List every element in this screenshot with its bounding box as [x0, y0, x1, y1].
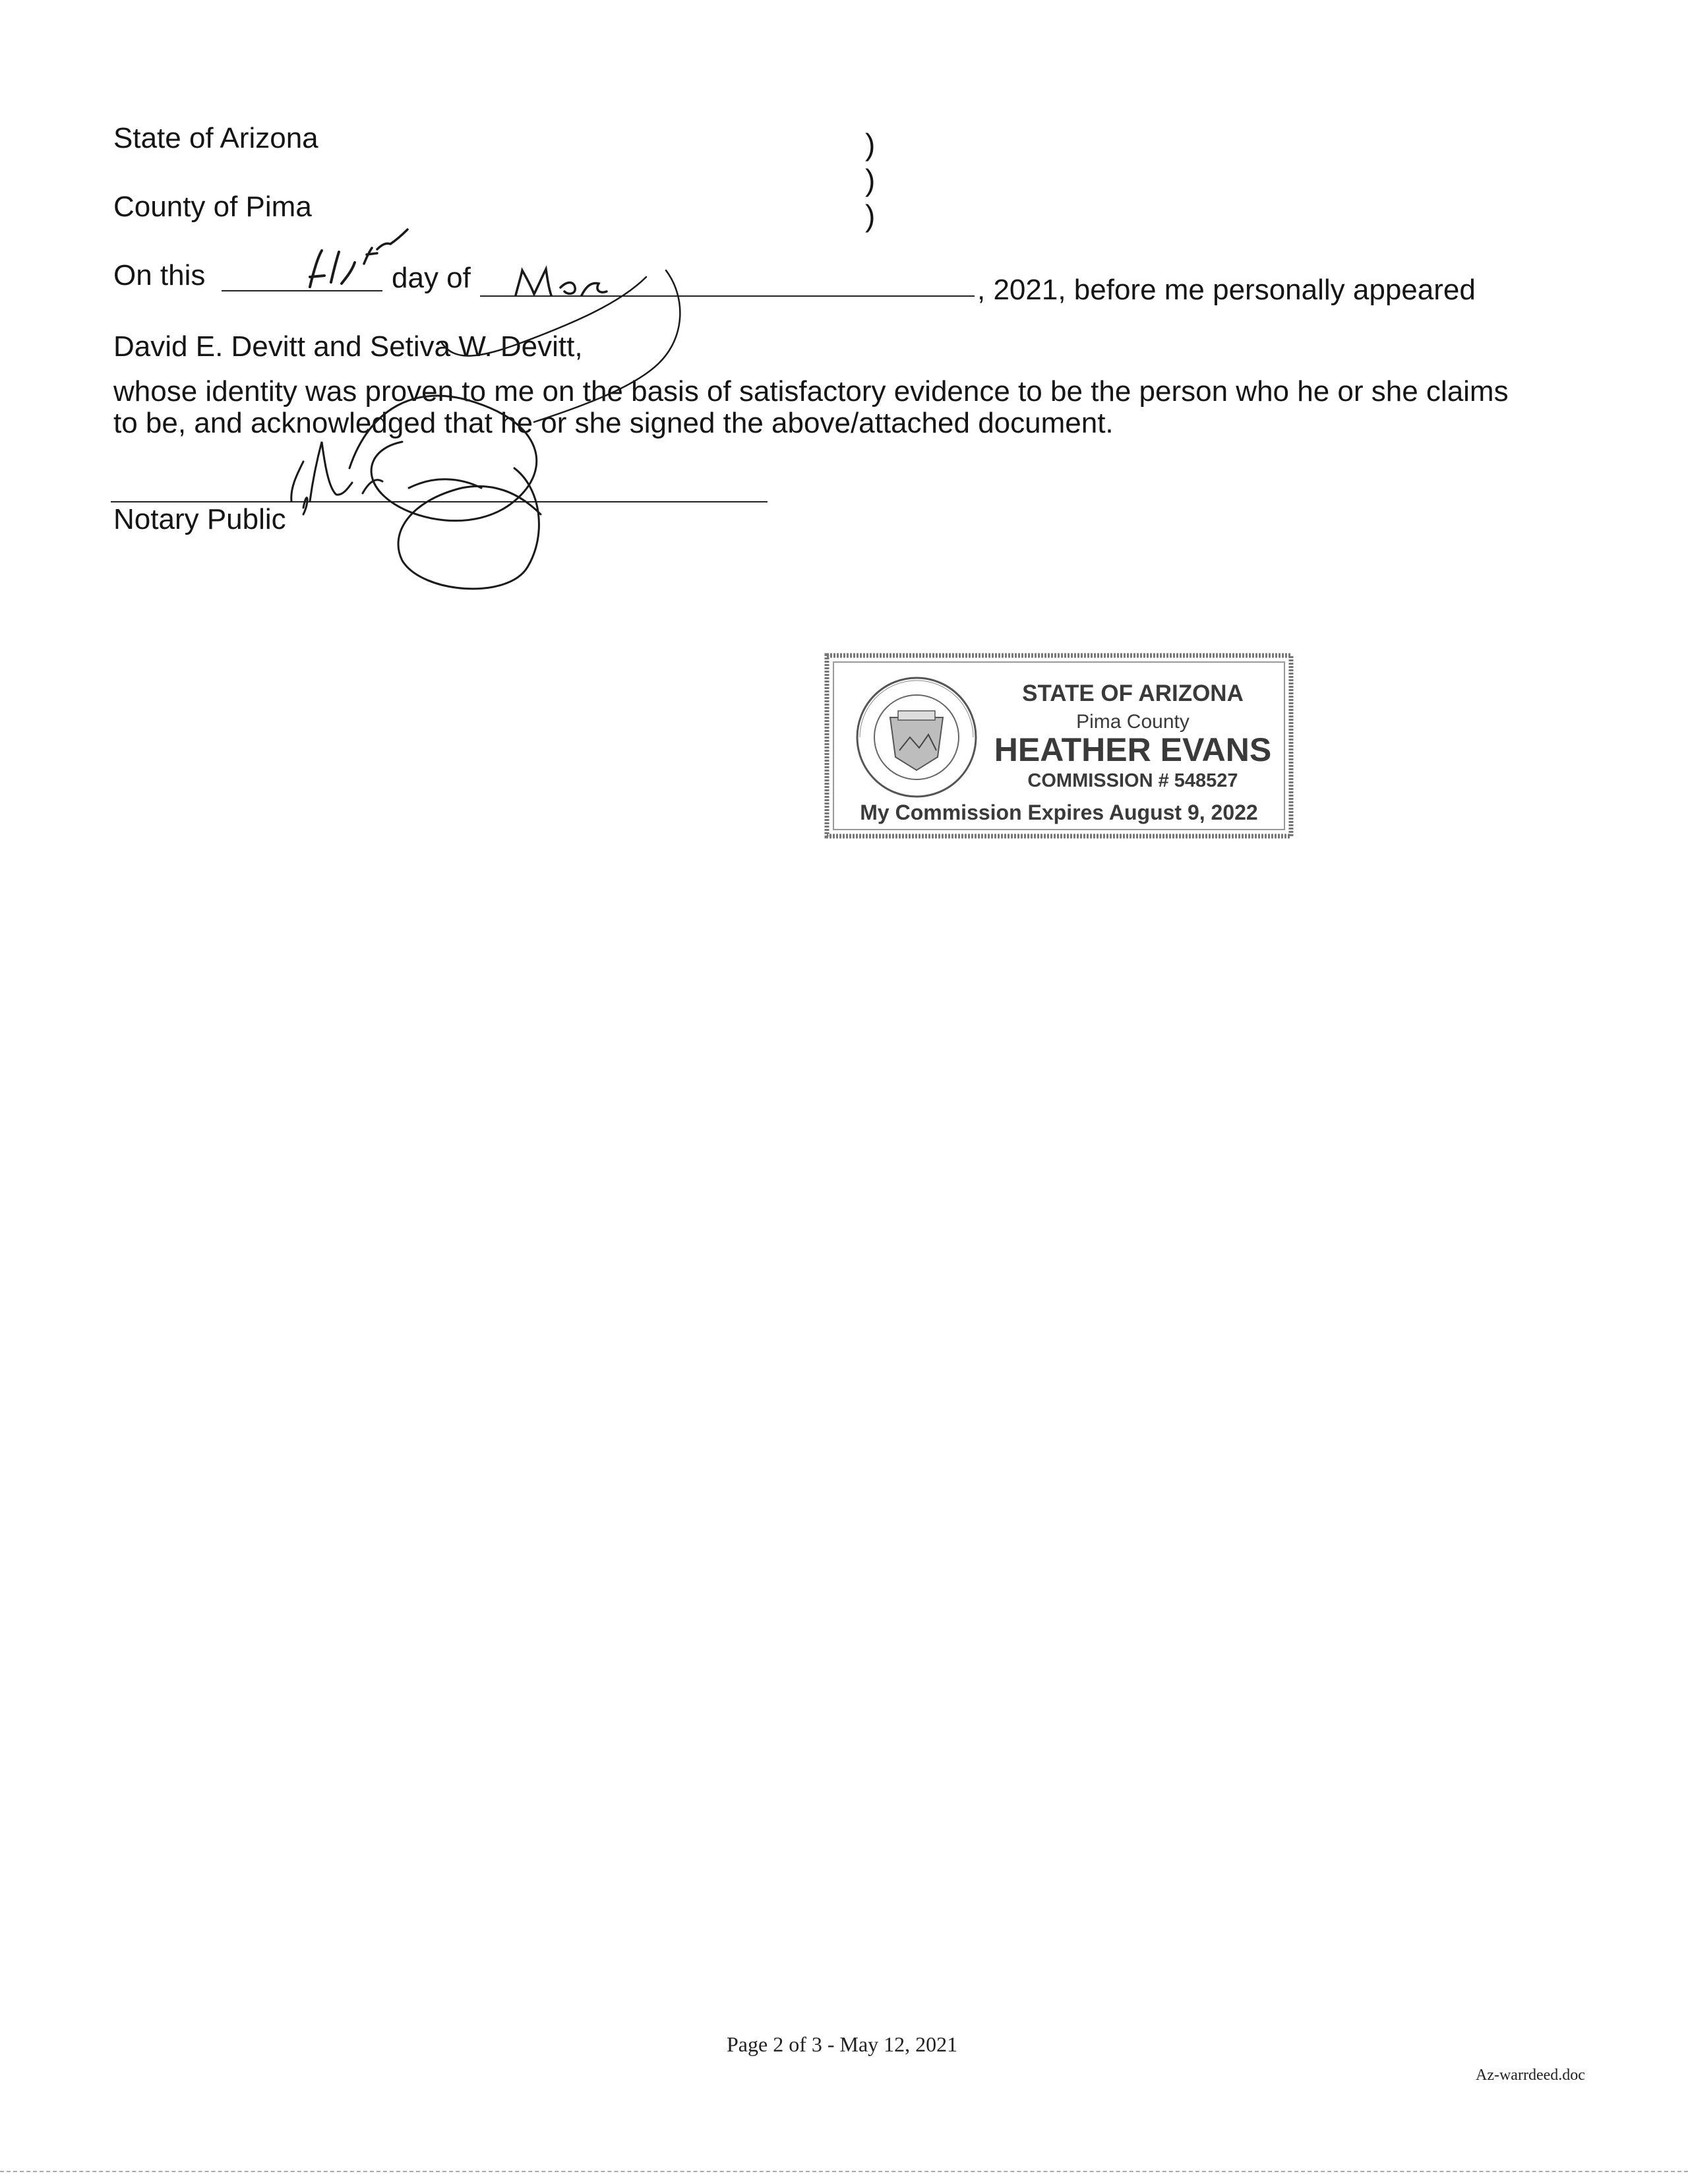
document-filename: Az-warrdeed.doc: [1476, 2067, 1585, 2084]
stamp-expiration: My Commission Expires August 9, 2022: [860, 801, 1258, 824]
venue-county: County of Pima: [113, 191, 312, 223]
stamp-state: STATE OF ARIZONA: [1022, 681, 1244, 706]
notary-public-label: Notary Public: [113, 503, 286, 535]
stamp-county: Pima County: [1076, 711, 1190, 733]
page-footer: Page 2 of 3 - May 12, 2021: [727, 2032, 958, 2056]
venue-paren: ): [865, 127, 876, 162]
notary-stamp: [823, 652, 1295, 840]
on-this-label: On this: [113, 259, 206, 291]
state-seal-icon: [851, 671, 982, 803]
venue-state: State of Arizona: [113, 122, 318, 154]
stamp-commission: COMMISSION # 548527: [1027, 770, 1238, 791]
day-of-label: day of: [392, 262, 471, 294]
appearing-persons: David E. Devitt and Setiva W. Devitt,: [113, 330, 583, 363]
notary-signature: [264, 251, 699, 607]
acknowledgment-body-line2: to be, and acknowledged that he or she signed the above/attached document.: [113, 407, 1114, 439]
year-clause: , 2021, before me personally appeared: [977, 274, 1476, 306]
scan-edge-artifact: [0, 2171, 1688, 2172]
acknowledgment-body-line1: whose identity was proven to me on the basis of satisfactory evidence to be the person who he or she claims: [113, 375, 1509, 408]
venue-paren: ): [865, 163, 876, 197]
venue-paren: ): [865, 198, 876, 233]
stamp-notary-name: HEATHER EVANS: [994, 731, 1272, 768]
